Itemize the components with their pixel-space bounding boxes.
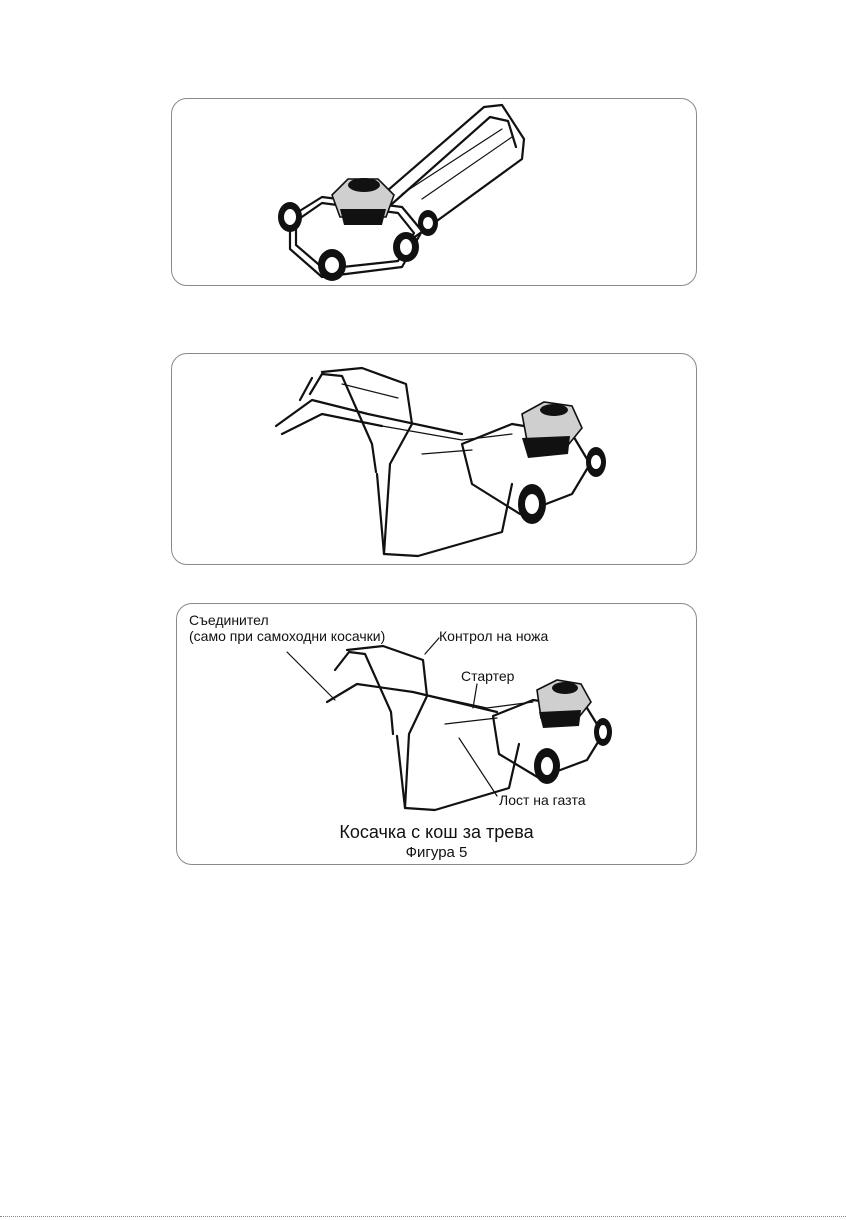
lawnmower-icon [172,99,698,287]
figure-caption-title: Косачка с кош за трева [339,822,534,842]
page-bottom-rule [0,1216,846,1217]
label-starter: Стартер [461,668,515,684]
lawnmower-bag-icon [172,354,698,566]
label-blade-control: Контрол на ножа [439,628,549,644]
label-throttle-lever: Лост на газта [499,792,586,808]
figure-panel-labeled-mower [176,603,697,865]
label-clutch: Съединител [189,612,269,628]
figure-panel-mower [171,98,697,286]
figure-caption-number: Фигура 5 [405,844,468,861]
label-clutch-note: (само при самоходни косачки) [189,628,386,644]
figure-panel-mower-with-bag [171,353,697,565]
